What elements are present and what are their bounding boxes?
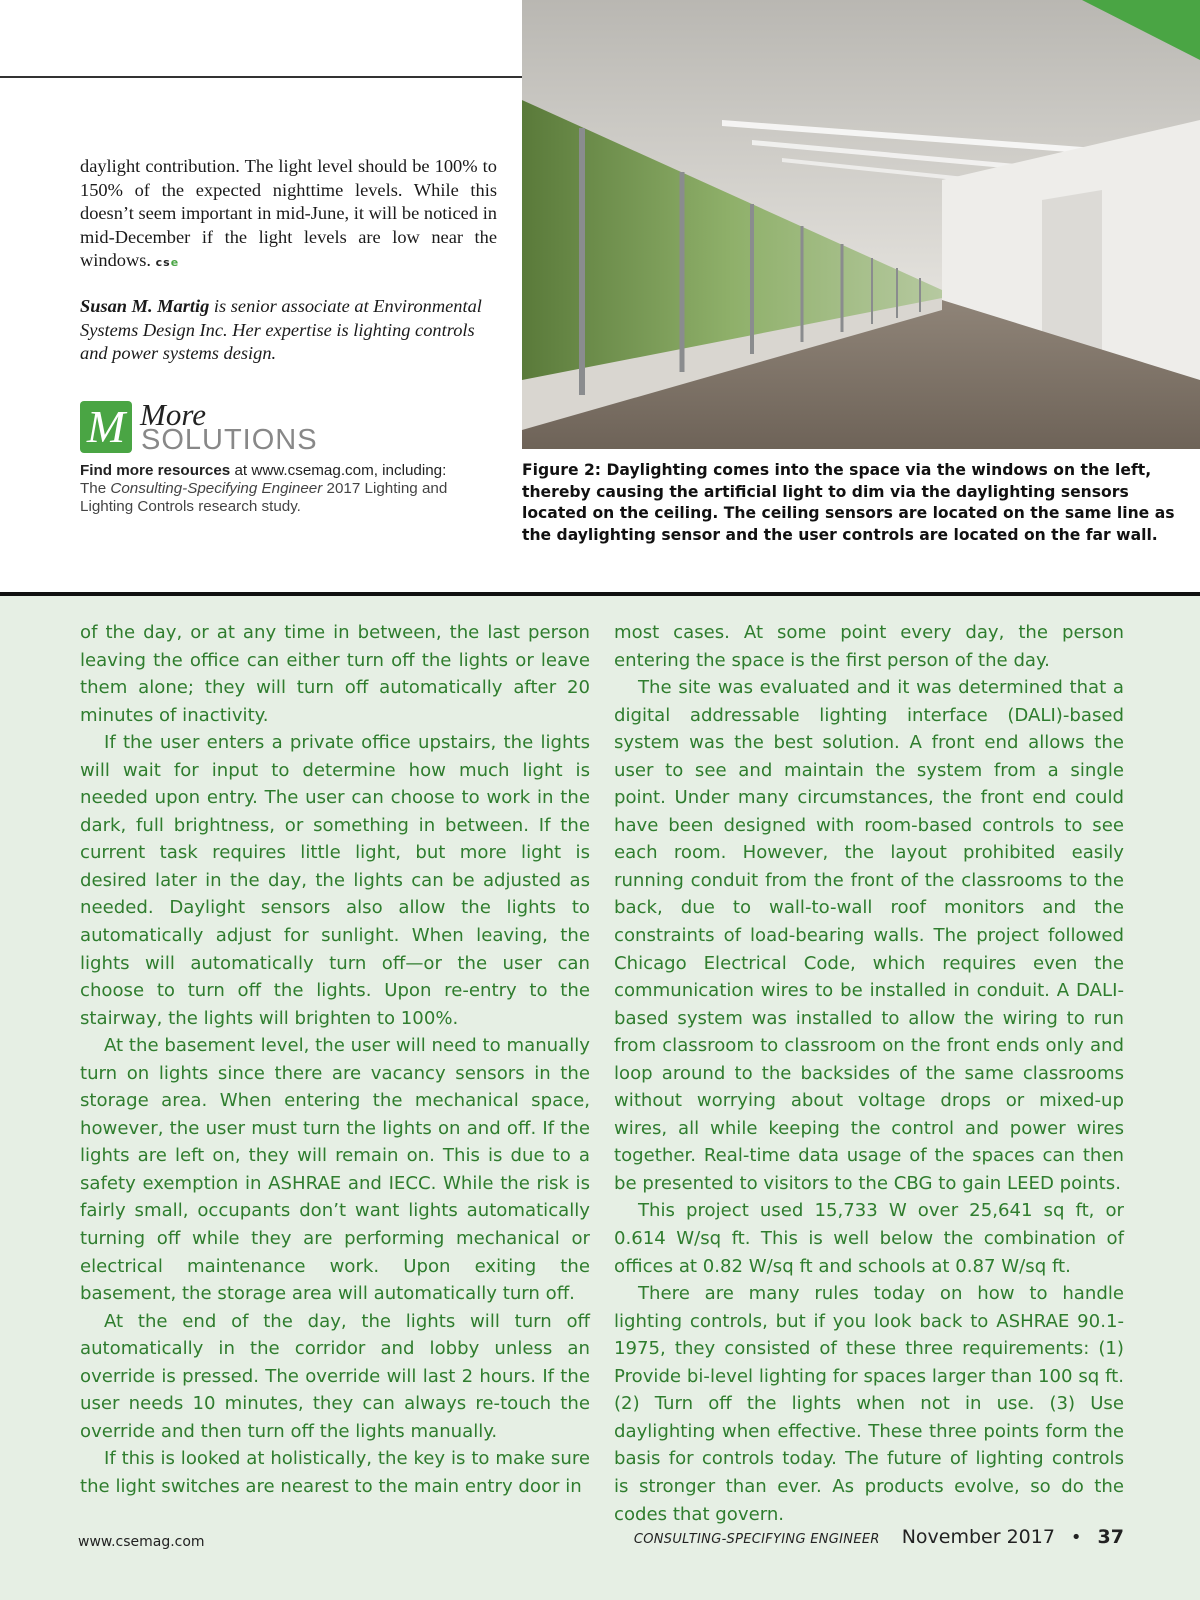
- top-rule: [0, 76, 522, 78]
- figure-caption: Figure 2: Daylighting comes into the space via the windows on the left, thereby causing the artificial light to dim via the daylighting sensors located on the ceiling. The ceiling sensors are located on the same line as the daylighting sensor and the user controls are located on the far wall.: [522, 461, 1175, 544]
- body-paragraph: At the end of the day, the lights will turn off automatically in the corridor and lobby unless an override is pressed. The override will last 2 hours. If the user needs 10 minutes, they can always re-touch the override and then turn off the lights manually.: [80, 1310, 590, 1442]
- m-logo-icon: M: [80, 401, 132, 453]
- footer-date: November 2017: [901, 1526, 1055, 1548]
- body-paragraph: If this is looked at holistically, the key is to make sure the light switches are nearest to the main entry door in: [80, 1448, 590, 1497]
- author-name: Susan M. Martig: [80, 296, 210, 316]
- body-paragraph: most cases. At some point every day, the person entering the space is the first person of the day.: [614, 622, 1124, 671]
- author-bio: [80, 295, 497, 366]
- end-paragraph-text: daylight contribution. The light level should be 100% to 150% of the expected nighttime levels. While this doesn’t seem important in mid-June, it will be noticed in mid-December if the light levels are low near the windows.: [80, 156, 497, 271]
- body-paragraph: There are many rules today on how to handle lighting controls, but if you look back to ASHRAE 90.1-1975, they consisted of these three requirements: (1) Provide bi-level lighting for spaces larger than 100 sq ft. (2) Turn off the lights when not in use. (3) Use daylighting when effective. These three points form the basis for controls today. The future of lighting controls is stronger than ever. As products evolve, so do the codes that govern.: [614, 1283, 1124, 1525]
- logo-more-text: More: [140, 397, 206, 432]
- footer-folio: [634, 1526, 1124, 1548]
- article-end-paragraph: [80, 155, 497, 275]
- footer-bullet: •: [1070, 1527, 1082, 1548]
- body-column-right: [614, 619, 1124, 1528]
- more-resources-item: The Consulting-Specifying Engineer 2017 Lighting and Lighting Controls research study.: [80, 480, 448, 515]
- more-resources: [80, 462, 500, 516]
- body-column-left: [80, 619, 590, 1501]
- logo-solutions-text: SOLUTIONS: [141, 424, 318, 456]
- body-paragraph: At the basement level, the user will need to manually turn on lights since there are vacancy sensors in the storage area. When entering the mechanical space, however, the user must turn the lights on and off. If the lights are left on, they will remain on. This is due to a safety exemption in ASHRAE and IECC. While the risk is fairly small, occupants don’t want lights automatically turning off while they are performing mechanical or electrical maintenance work. Upon exiting the basement, the storage area will automatically turn off.: [80, 1035, 590, 1305]
- figure-photo: [522, 0, 1200, 449]
- end-of-article-mark: cse: [155, 256, 180, 270]
- body-paragraph: The site was evaluated and it was determined that a digital addressable lighting interface (DALI)-based system was the best solution. A front end allows the user to see and maintain the system from a single point. Under many circumstances, the front end could have been designed with room-based controls to see each room. However, the layout prohibited easily running conduit from the front of the classrooms to the back, due to wall-to-wall roof monitors and the constraints of load-bearing walls. The project followed Chicago Electrical Code, which requires even the communication wires to be installed in conduit. A DALI-based system was installed to allow the wiring to run from classroom to classroom on the front ends only and loop around to the backsides of the same classrooms without worrying about voltage drops or mixed-up wires, all while keeping the control and power wires together. Real-time data usage of the spaces can then be presented to visitors to the CBG to gain LEED points.: [614, 677, 1124, 1194]
- footer-url: www.csemag.com: [78, 1534, 205, 1550]
- page-number: 37: [1097, 1526, 1124, 1548]
- body-paragraph: If the user enters a private office upstairs, the lights will wait for input to determine how much light is needed upon entry. The user can choose to work in the dark, full brightness, or something in between. If the current task requires little light, but more light is desired later in the day, the lights can be adjusted as needed. Daylight sensors also allow the lights to automatically adjust for sunlight. When leaving, the lights will automatically turn off—or the user can choose to turn off the lights. Upon re-entry to the stairway, the lights will brighten to 100%.: [80, 732, 590, 1029]
- footer-publication: CONSULTING-SPECIFYING ENGINEER: [633, 1532, 880, 1547]
- body-paragraph: This project used 15,733 W over 25,641 sq ft, or 0.614 W/sq ft. This is well below the combination of offices at 0.82 W/sq ft and schools at 0.87 W/sq ft.: [614, 1200, 1124, 1277]
- more-solutions-logo: [80, 397, 340, 456]
- more-resources-lead: Find more resources at www.csemag.com, including:: [80, 462, 447, 479]
- body-paragraph: of the day, or at any time in between, the last person leaving the office can either turn off the lights or leave them alone; they will turn off automatically after 20 minutes of inactivity.: [80, 622, 590, 726]
- author-bio-text: is senior associate at Environmental Systems Design Inc. Her expertise is lighting controls and power systems design.: [80, 296, 482, 364]
